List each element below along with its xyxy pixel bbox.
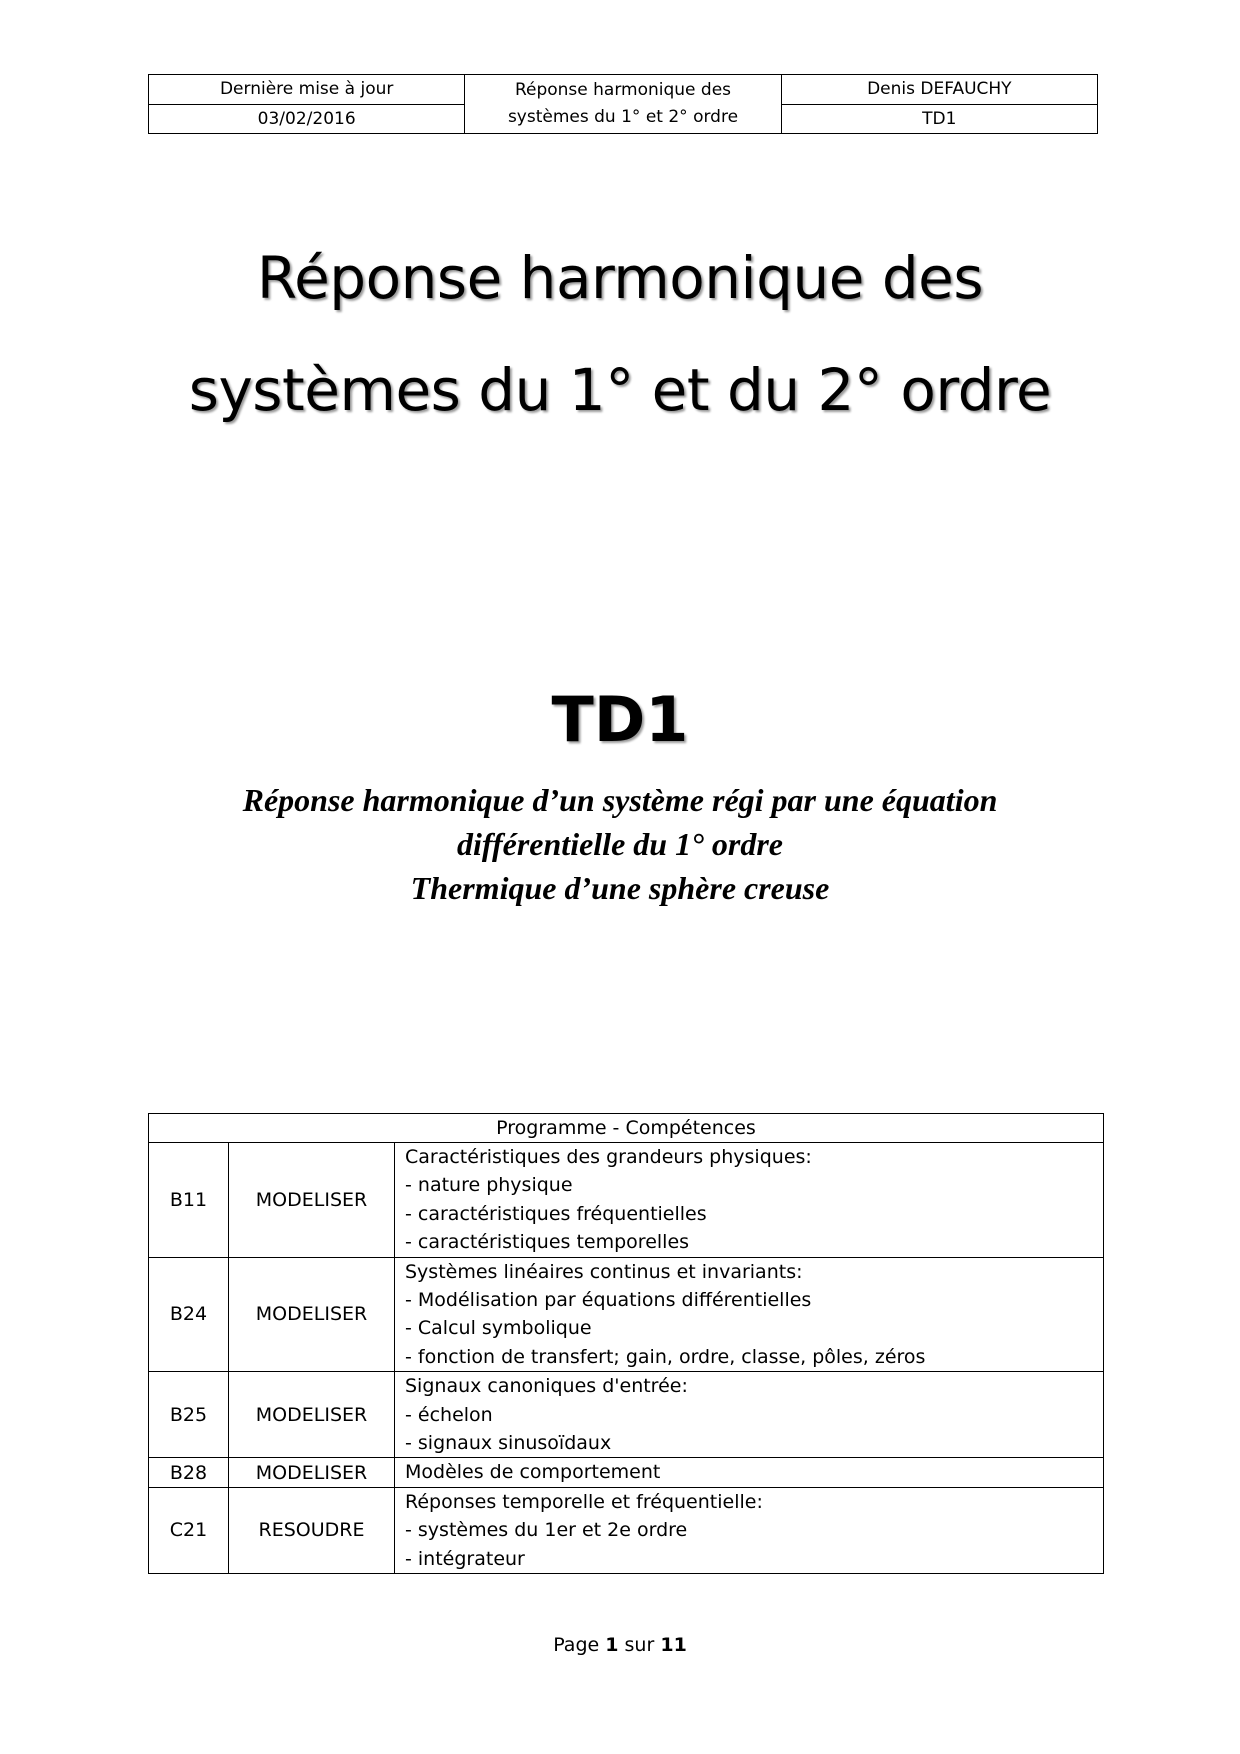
skill-action: RESOUDRE [229,1487,395,1573]
footer-separator: sur [624,1634,655,1656]
td-subtitle-line1: Réponse harmonique d’un système régi par une équation [242,782,998,818]
skill-description-line: - intégrateur [405,1547,525,1570]
skill-action: MODELISER [229,1143,395,1258]
skill-description-line: - caractéristiques fréquentielles [405,1202,707,1225]
skill-description-line: - nature physique [405,1174,573,1197]
header-topic-line2: systèmes du 1° et 2° ordre [507,107,739,127]
footer-page-total: 11 [660,1634,687,1656]
skills-row [149,1458,1104,1487]
skill-description-line: - signaux sinusoïdaux [405,1432,612,1455]
header-doc-code: TD1 [781,104,1097,134]
td-subtitle [0,778,1240,910]
skill-description-line: - échelon [405,1403,493,1426]
skills-row [149,1372,1104,1458]
skill-description [395,1257,1104,1372]
skill-description-line: Systèmes linéaires continus et invariants: [405,1260,803,1283]
skill-description-line: Caractéristiques des grandeurs physiques: [405,1146,812,1168]
td-subtitle-line2: différentielle du 1° ordre [457,826,783,862]
header-topic-line1: Réponse harmonique des [514,80,732,100]
skill-code: B25 [149,1372,229,1458]
footer-page-prefix: Page [553,1634,600,1656]
skills-row [149,1257,1104,1372]
document-title-line1: Réponse harmonique des [256,244,984,312]
skill-action: MODELISER [229,1257,395,1372]
skills-table [148,1113,1104,1574]
skill-description-line: - fonction de transfert; gain, ordre, classe, pôles, zéros [405,1345,926,1368]
skill-description-line: Réponses temporelle et fréquentielle: [405,1490,763,1513]
skill-description-line: - Modélisation par équations différentielles [405,1289,812,1312]
skill-code: B11 [149,1143,229,1258]
skill-code: C21 [149,1487,229,1573]
header-last-update-label: Dernière mise à jour [149,75,465,105]
skill-description-line: - Calcul symbolique [405,1317,592,1340]
skill-action: MODELISER [229,1458,395,1487]
skills-row [149,1487,1104,1573]
skills-row [149,1143,1104,1258]
skill-description-line: Modèles de comportement [405,1461,661,1484]
skill-description [395,1143,1104,1258]
skill-code: B24 [149,1257,229,1372]
document-title [0,222,1240,446]
footer-page-number: 1 [605,1634,619,1656]
skill-code: B28 [149,1458,229,1487]
skill-description [395,1372,1104,1458]
td-subtitle-line3: Thermique d’une sphère creuse [410,870,830,906]
skill-description [395,1487,1104,1573]
skills-table-heading: Programme - Compétences [149,1114,1104,1143]
skill-description [395,1458,1104,1487]
document-title-line2: systèmes du 1° et du 2° ordre [188,356,1052,424]
header-author: Denis DEFAUCHY [781,75,1097,105]
skill-description-line: Signaux canoniques d'entrée: [405,1375,688,1398]
header-date: 03/02/2016 [149,104,465,134]
page-footer [0,1634,1240,1656]
header-table [148,74,1098,134]
skill-description-line: - caractéristiques temporelles [405,1231,690,1254]
header-topic [465,75,781,134]
td-label: TD1 [551,683,689,756]
skill-action: MODELISER [229,1372,395,1458]
skill-description-line: - systèmes du 1er et 2e ordre [405,1519,688,1542]
